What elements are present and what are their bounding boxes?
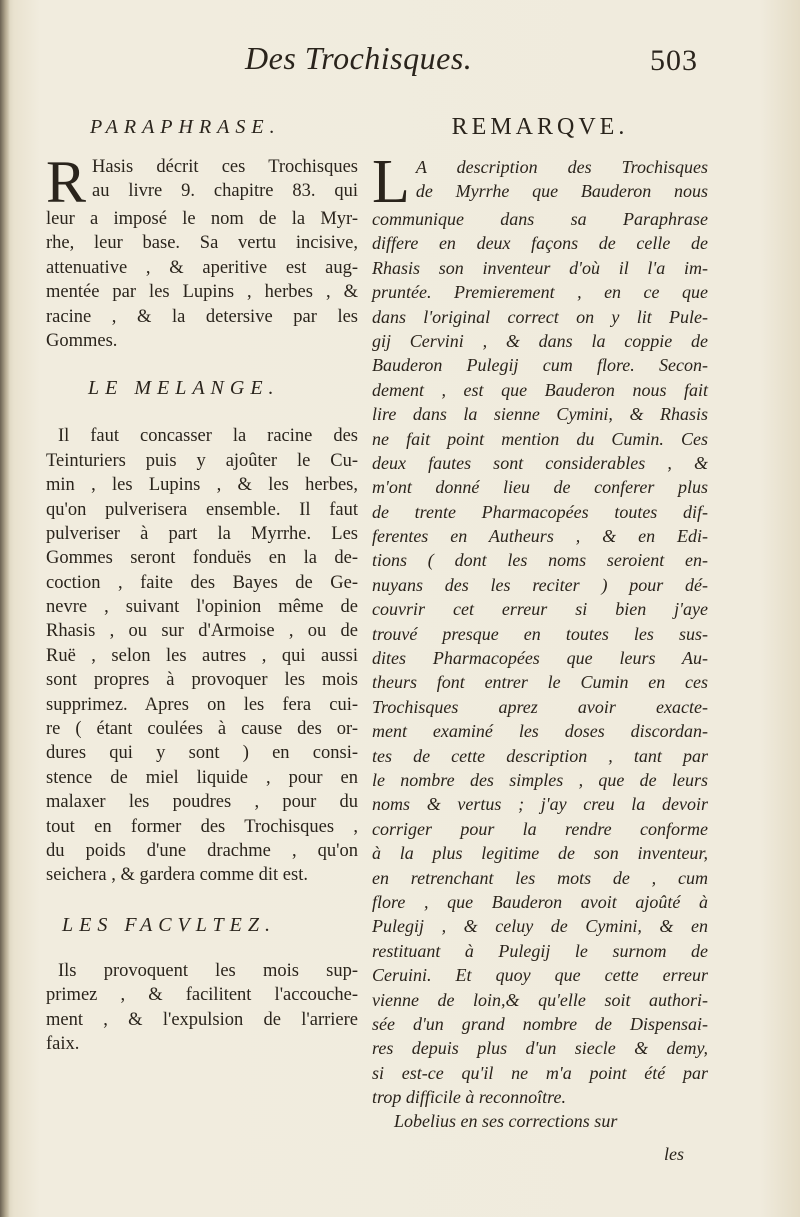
paraphrase-line: leur a imposé le nom de la Myr- bbox=[46, 209, 358, 229]
melange-line: tout en former des Trochisques , bbox=[46, 816, 358, 837]
remarque-line: differe en deux façons de celle de bbox=[372, 233, 708, 254]
remarque-line: le nombre des simples , que de leurs bbox=[372, 769, 708, 790]
remarque-line: ne fait point mention du Cumin. Ces bbox=[372, 428, 708, 449]
melange-line: Il faut concasser la racine des bbox=[58, 426, 358, 447]
remarque-line: noms & vertus ; j'ay creu la devoir bbox=[372, 794, 708, 815]
facultez-heading: LES FACVLTEZ. bbox=[62, 913, 276, 936]
remarque-line: dans l'original correct on y lit Pule- bbox=[372, 306, 708, 327]
left-column bbox=[46, 108, 358, 1056]
remarque-line: de Myrrhe que Bauderon nous bbox=[415, 181, 708, 202]
remarque-line: corriger pour la rendre conforme bbox=[372, 818, 708, 839]
melange-heading: LE MELANGE. bbox=[88, 377, 280, 400]
remarque-line: ferentes en Autheurs , & en Edi- bbox=[372, 526, 708, 547]
paraphrase-line: Gommes. bbox=[46, 330, 118, 351]
remarque-line: Ceruini. Et quoy que cette erreur bbox=[372, 965, 708, 986]
remarque-line: ment examiné les doses discordan- bbox=[372, 721, 708, 742]
remarque-line: tes de cette description , tant par bbox=[372, 745, 708, 766]
paraphrase-line: rhe, leur base. Sa vertu incisive, bbox=[46, 233, 358, 254]
melange-line: dures qui y sont ) en consi- bbox=[46, 743, 358, 764]
remarque-line: sée d'un grand nombre de Dispensai- bbox=[372, 1013, 708, 1034]
melange-line: malaxer les poudres , pour du bbox=[46, 792, 358, 813]
remarque-line: res depuis plus d'un siecle & demy, bbox=[372, 1038, 708, 1059]
remarque-line: A description des Trochisques bbox=[415, 157, 708, 177]
remarque-last-line: Lobelius en ses corrections sur bbox=[394, 1111, 618, 1132]
melange-body bbox=[46, 424, 358, 887]
remarque-line: pruntée. Premierement , en ce que bbox=[372, 282, 708, 303]
remarque-line: en retrenchant les mots de , cum bbox=[372, 867, 708, 888]
paraphrase-line: racine , & la detersive par les bbox=[46, 306, 358, 327]
melange-line: min , les Lupins , & les herbes, bbox=[46, 475, 358, 496]
melange-line: supprimez. Apres on les fera cui- bbox=[46, 694, 358, 715]
remarque-line: deux fautes sont considerables , & bbox=[372, 452, 708, 473]
remarque-line: flore , que Bauderon avoit ajoûté à bbox=[372, 891, 708, 912]
remarque-line: m'ont donné lieu de conferer plus bbox=[372, 477, 708, 498]
drop-cap-r: R bbox=[46, 149, 87, 215]
facultez-line: ment , & l'expulsion de l'arriere bbox=[46, 1009, 358, 1030]
running-head: Des Trochisques. bbox=[245, 40, 473, 76]
facultez-line: faix. bbox=[46, 1033, 80, 1054]
remarque-line: dites Pharmacopées que leurs Au- bbox=[372, 648, 708, 669]
paraphrase-line: Hasis décrit ces Trochisques bbox=[92, 157, 358, 177]
drop-cap-l: L bbox=[372, 148, 410, 216]
remarque-line: Trochisques aprez avoir exacte- bbox=[372, 696, 708, 717]
melange-line: stence de miel liquide , pour en bbox=[46, 767, 358, 788]
remarque-heading: REMARQVE. bbox=[451, 114, 629, 140]
facultez-body bbox=[46, 959, 358, 1057]
page-number: 503 bbox=[650, 44, 698, 77]
melange-line: Ruë , selon les autres , qui aussi bbox=[46, 645, 358, 666]
facultez-line: Ils provoquent les mois sup- bbox=[58, 960, 358, 981]
melange-line: qu'on pulverisera ensemble. Il faut bbox=[46, 499, 358, 520]
remarque-line: restituant à Pulegij le surnom de bbox=[372, 940, 708, 961]
remarque-line: communique dans sa Paraphrase bbox=[372, 209, 708, 229]
paraphrase-line: au livre 9. chapitre 83. qui bbox=[92, 181, 358, 202]
gutter-shadow bbox=[0, 0, 10, 1217]
paraphrase-body bbox=[46, 149, 358, 353]
catchword: les bbox=[664, 1144, 684, 1164]
melange-line: Teinturiers puis y ajoûter le Cu- bbox=[46, 450, 358, 471]
melange-line: seichera , & gardera comme dit est. bbox=[46, 865, 308, 886]
remarque-line: Pulegij , & celuy de Cymini, & en bbox=[372, 916, 708, 937]
remarque-line: theurs font entrer le Cumin en ces bbox=[372, 672, 708, 693]
melange-line: re ( étant coulées à cause des or- bbox=[46, 719, 358, 740]
remarque-line: trouvé presque en toutes les sus- bbox=[372, 623, 708, 644]
remarque-line: si est-ce qu'il ne m'a point été par bbox=[372, 1062, 708, 1083]
paraphrase-line: mentée par les Lupins , herbes , & bbox=[46, 282, 358, 303]
remarque-line: tions ( dont les noms seroient en- bbox=[372, 550, 708, 571]
melange-line: Gommes seront fonduës en la de- bbox=[46, 548, 358, 569]
remarque-line: dement , est que Bauderon nous fait bbox=[372, 379, 708, 400]
melange-line: sont propres à provoquer les mois bbox=[46, 670, 358, 691]
melange-line: pulveriser à part la Myrrhe. Les bbox=[46, 523, 358, 544]
facultez-line: primez , & facilitent l'accouche- bbox=[46, 985, 358, 1006]
remarque-line: Rhasis son inventeur d'où il l'a im- bbox=[372, 257, 708, 278]
remarque-line: Bauderon Pulegij cum flore. Secon- bbox=[372, 355, 708, 376]
right-column bbox=[372, 108, 708, 1134]
remarque-body bbox=[372, 148, 708, 1134]
paraphrase-line: attenuative , & aperitive est aug- bbox=[46, 257, 358, 278]
paraphrase-heading: PARAPHRASE. bbox=[90, 116, 281, 138]
remarque-line: gij Cervini , & dans la coppie de bbox=[372, 330, 708, 351]
remarque-line: nuyans des les reciter ) pour dé- bbox=[372, 574, 708, 595]
melange-line: Rhasis , ou sur d'Armoise , ou de bbox=[46, 621, 358, 642]
remarque-line: couvrir cet erreur si bien j'aye bbox=[372, 599, 708, 620]
remarque-line: de trente Pharmacopées toutes dif- bbox=[372, 501, 708, 522]
remarque-line: lire dans la sienne Cymini, & Rhasis bbox=[372, 404, 708, 425]
melange-line: nevre , suivant l'opinion même de bbox=[46, 597, 358, 618]
remarque-line: à la plus legitime de son inventeur, bbox=[372, 843, 708, 864]
remarque-line: trop difficile à reconnoître. bbox=[372, 1087, 566, 1108]
melange-line: du poids d'une drachme , qu'on bbox=[46, 840, 358, 861]
remarque-line: vienne de loin,& qu'elle soit authori- bbox=[372, 989, 708, 1010]
melange-line: coction , faite des Bayes de Ge- bbox=[46, 572, 358, 593]
